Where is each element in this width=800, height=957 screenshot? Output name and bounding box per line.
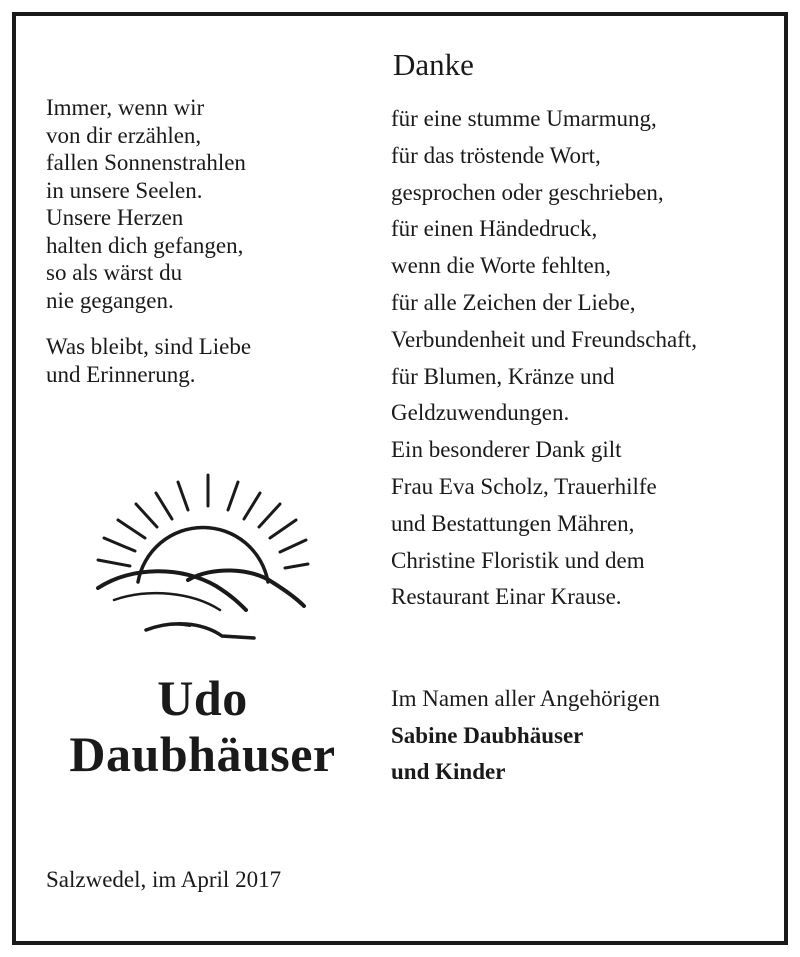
poem-line: Immer, wenn wir xyxy=(46,95,205,120)
poem-line: Unsere Herzen xyxy=(46,205,184,230)
thanks-line: für das tröstende Wort, xyxy=(391,142,601,168)
poem-line: von dir erzählen, xyxy=(46,122,202,148)
thanks-line: wenn die Worte fehlten, xyxy=(391,253,611,279)
thanks-line: Christine Floristik und dem xyxy=(391,547,645,573)
thanks-line: Restaurant Einar Krause. xyxy=(391,584,622,610)
thanks-line: Ein besonderer Dank gilt xyxy=(391,437,622,463)
poem-line: und Erinnerung. xyxy=(46,361,196,387)
deceased-name xyxy=(30,670,375,782)
thanks-text xyxy=(391,101,786,616)
poem-line: so als wärst du xyxy=(46,260,183,285)
thanks-line: Frau Eva Scholz, Trauerhilfe xyxy=(391,473,657,499)
thanks-line: und Bestattungen Mähren, xyxy=(391,510,635,536)
signature-intro: Im Namen aller Angehörigen xyxy=(391,686,660,711)
first-name: Udo xyxy=(157,670,248,726)
thanks-line: Geldzuwendungen. xyxy=(391,400,570,426)
thanks-line: für Blumen, Kränze und xyxy=(391,363,615,389)
thanks-line: für eine stumme Umarmung, xyxy=(391,106,657,131)
signature-block xyxy=(391,681,786,791)
poem-line: fallen Sonnenstrahlen xyxy=(46,150,246,175)
memorial-poem xyxy=(46,94,366,388)
last-name: Daubhäuser xyxy=(69,726,336,782)
thanks-heading: Danke xyxy=(393,47,474,82)
sunrise-over-hills-icon xyxy=(92,470,314,650)
poem-line: in unsere Seelen. xyxy=(46,177,203,203)
thanks-line: für alle Zeichen der Liebe, xyxy=(391,289,636,315)
thanks-line: Verbundenheit und Freundschaft, xyxy=(391,326,697,352)
signature-name: Sabine Daubhäuser xyxy=(391,722,584,748)
thanks-line: gesprochen oder geschrieben, xyxy=(391,179,664,205)
thanks-line: für einen Händedruck, xyxy=(391,216,598,242)
signature-family: und Kinder xyxy=(391,759,506,784)
poem-line: halten dich gefangen, xyxy=(46,232,244,258)
place-date: Salzwedel, im April 2017 xyxy=(46,867,282,892)
poem-line: nie gegangen. xyxy=(46,287,174,313)
poem-line: Was bleibt, sind Liebe xyxy=(46,334,252,359)
